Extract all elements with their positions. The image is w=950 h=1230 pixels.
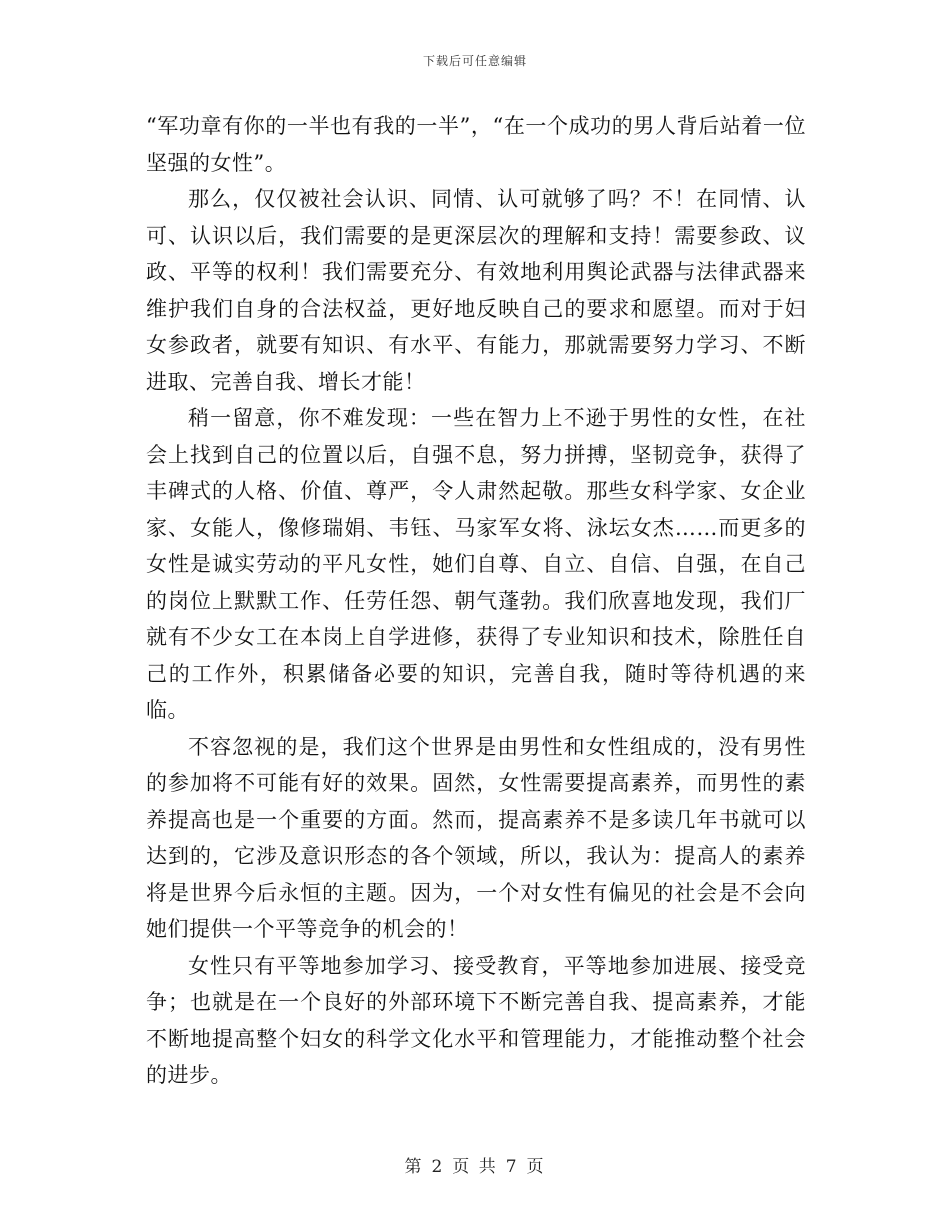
document-body [146, 108, 806, 1094]
footer-middle: 页 共 [452, 1157, 498, 1177]
footer-prefix: 第 [404, 1157, 424, 1177]
footer-total-pages: 7 [505, 1157, 519, 1177]
page-header: 下载后可任意编辑 [422, 54, 527, 68]
footer-suffix: 页 [526, 1157, 546, 1177]
paragraph-2: 那么，仅仅被社会认识、同情、认可就够了吗？不！在同情、认可、认识以后，我们需要的是更深层次的理解和支持！需要参政、议政、平等的权利！我们需要充分、有效地利用舆论武器与法律武器来维护我们自身的合法权益，更好地反映自己的要求和愿望。而对于妇女参政者，就要有知识、有水平、有能力，那就需要努力学习、不断进取、完善自我、增长才能！ [146, 187, 806, 394]
paragraph-4: 不容忽视的是，我们这个世界是由男性和女性组成的，没有男性的参加将不可能有好的效果。固然，女性需要提高素养，而男性的素养提高也是一个重要的方面。然而，提高素养不是多读几年书就可以达到的，它涉及意识形态的各个领域，所以，我认为：提高人的素养将是世界今后永恒的主题。因为，一个对女性有偏见的社会是不会向她们提供一个平等竞争的机会的！ [146, 734, 806, 941]
paragraph-3: 稍一留意，你不难发现：一些在智力上不逊于男性的女性，在社会上找到自己的位置以后，自强不息，努力拼搏，坚韧竞争，获得了丰碑式的人格、价值、尊严，令人肃然起敬。那些女科学家、女企业家、女能人，像修瑞娟、韦钰、马家军女将、泳坛女杰……而更多的女性是诚实劳动的平凡女性，她们自尊、自立、自信、自强，在自己的岗位上默默工作、任劳任怨、朝气蓬勃。我们欣喜地发现，我们厂就有不少女工在本岗上自学进修，获得了专业知识和技术，除胜任自己的工作外，积累储备必要的知识，完善自我，随时等待机遇的来临。 [146, 406, 806, 722]
paragraph-1: “军功章有你的一半也有我的一半”，“在一个成功的男人背后站着一位坚强的女性”。 [146, 114, 806, 175]
footer-page-number: 2 [431, 1157, 445, 1177]
paragraph-5: 女性只有平等地参加学习、接受教育，平等地参加进展、接受竞争；也就是在一个良好的外部环境下不断完善自我、提高素养，才能不断地提高整个妇女的科学文化水平和管理能力，才能推动整个社会的进步。 [146, 953, 806, 1087]
page-footer [0, 1152, 950, 1177]
